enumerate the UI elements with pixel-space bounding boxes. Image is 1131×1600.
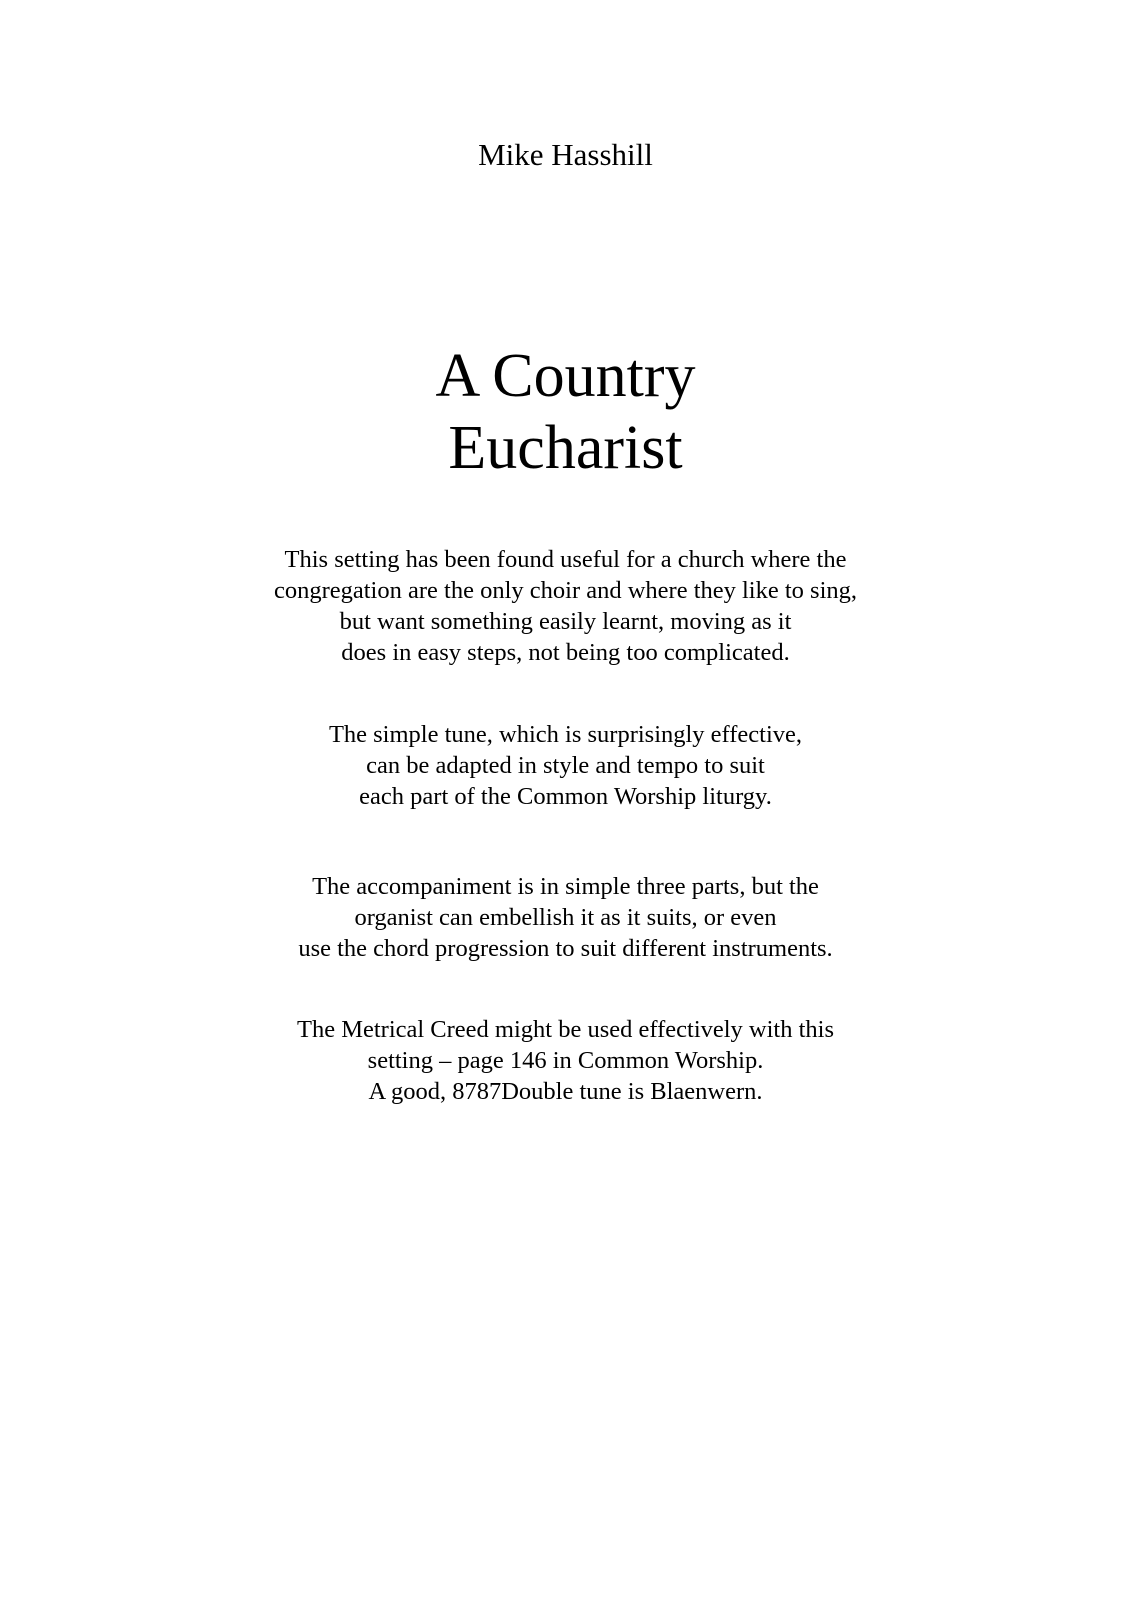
paragraph-line: but want something easily learnt, moving as it — [339, 608, 792, 635]
creed-paragraph — [0, 1014, 1131, 1107]
paragraph-line: each part of the Common Worship liturgy. — [359, 783, 772, 810]
author-name: Mike Hasshill — [478, 137, 653, 172]
accompaniment-paragraph — [0, 871, 1131, 964]
title-line: A Country — [435, 342, 696, 410]
paragraph-line: The Metrical Creed might be used effectively with this — [296, 1016, 835, 1043]
paragraph-line: The simple tune, which is surprisingly effective, — [328, 721, 803, 748]
tune-paragraph — [0, 719, 1131, 812]
paragraph-line: does in easy steps, not being too complicated. — [341, 639, 790, 666]
paragraph-line: This setting has been found useful for a church where the — [284, 546, 847, 573]
paragraph-line: setting – page 146 in Common Worship. — [367, 1047, 764, 1074]
paragraph-line: use the chord progression to suit different instruments. — [298, 935, 833, 962]
paragraph-line: The accompaniment is in simple three parts, but the — [312, 873, 819, 900]
title-line: Eucharist — [448, 414, 683, 482]
intro-paragraph — [0, 544, 1131, 668]
paragraph-line: congregation are the only choir and where they like to sing, — [273, 577, 858, 604]
paragraph-line: organist can embellish it as it suits, or even — [354, 904, 777, 931]
paragraph-line: can be adapted in style and tempo to suit — [366, 752, 765, 779]
paragraph-line: A good, 8787Double tune is Blaenwern. — [368, 1078, 763, 1105]
document-title — [0, 340, 1131, 484]
